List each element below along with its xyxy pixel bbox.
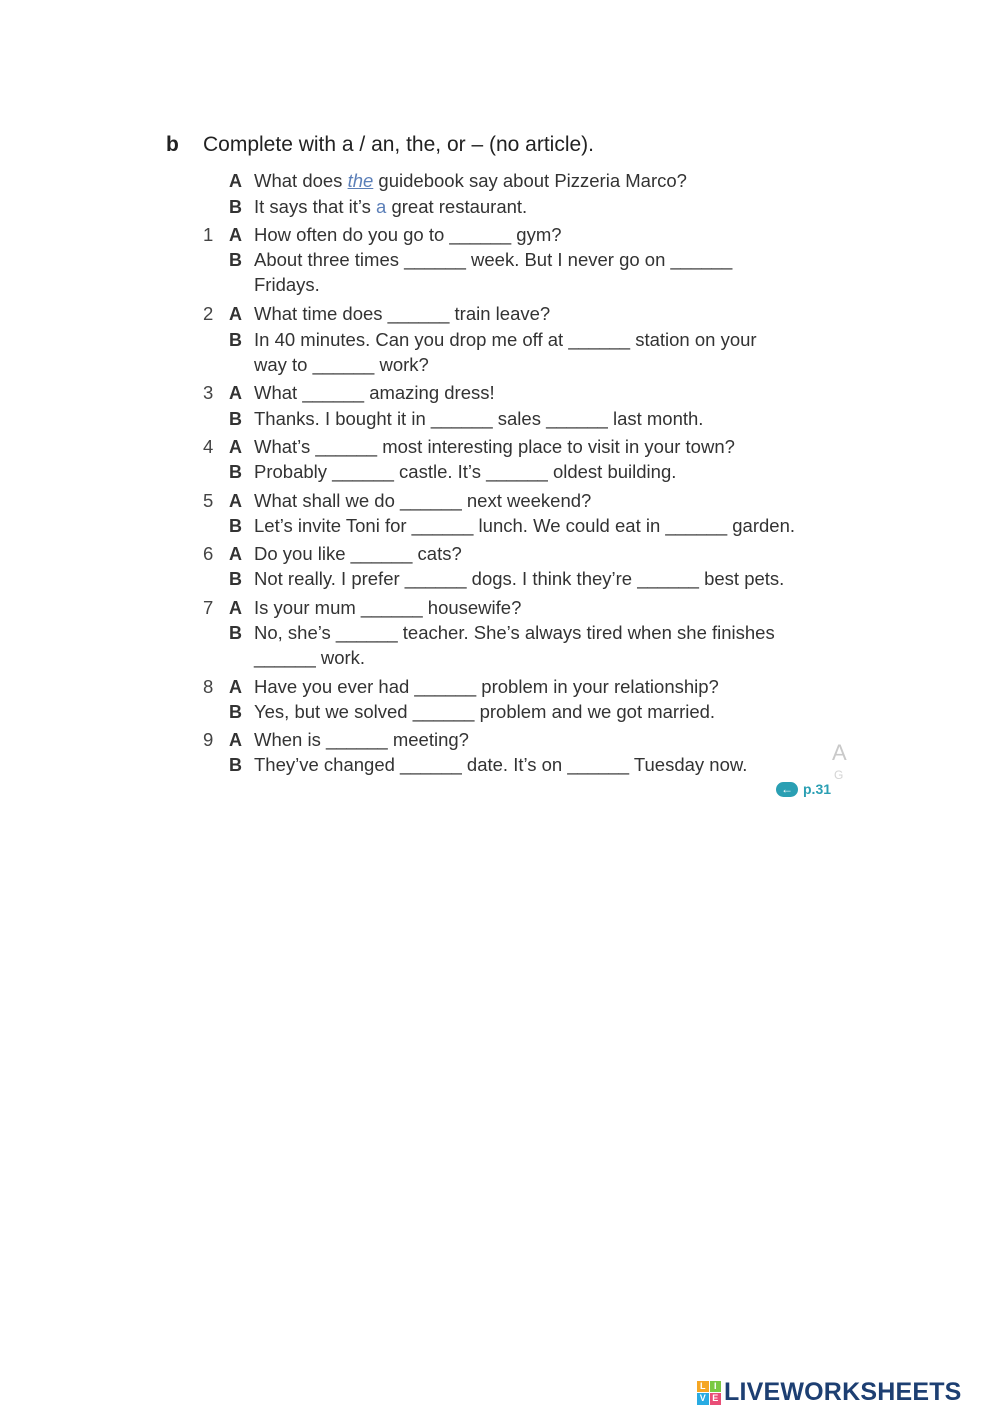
speaker-label: B — [229, 250, 242, 270]
example-answer-a: the — [347, 170, 374, 191]
liveworksheets-logo-icon — [697, 1381, 721, 1405]
dialogue-line: Probably ______ castle. It’s ______ oldest building. — [254, 461, 677, 482]
exercise-letter: b — [166, 133, 179, 156]
dialogue-line: Fridays. — [254, 274, 320, 295]
example-speaker-b: B — [229, 197, 242, 217]
example-line-b: It says that it’s a great restaurant. — [254, 196, 528, 217]
example-line-a: What does the guidebook say about Pizzeria Marco? — [254, 170, 687, 191]
dialogue-line: What time does ______ train leave? — [254, 303, 551, 324]
dialogue-line: ______ work. — [254, 647, 366, 668]
brand-name: LIVEWORKSHEETS — [724, 1378, 962, 1406]
item-number: 2 — [203, 303, 214, 324]
dialogue-line: About three times ______ week. But I never go on ______ — [254, 249, 733, 270]
item-number: 9 — [203, 729, 214, 750]
dialogue-line: They’ve changed ______ date. It’s on ______ Tuesday now. — [254, 754, 748, 775]
speaker-label: B — [229, 330, 242, 350]
margin-letter: A — [832, 740, 847, 765]
dialogue-line: Thanks. I bought it in ______ sales ______ last month. — [254, 408, 704, 429]
speaker-label: A — [229, 437, 242, 457]
exercise-instruction: Complete with a / an, the, or – (no article). — [203, 133, 595, 156]
item-number: 7 — [203, 597, 214, 618]
speaker-label: B — [229, 702, 242, 722]
item-number: 3 — [203, 382, 214, 403]
item-number: 1 — [203, 224, 214, 245]
dialogue-line: Let’s invite Toni for ______ lunch. We could eat in ______ garden. — [254, 515, 795, 536]
dialogue-line: Do you like ______ cats? — [254, 543, 462, 564]
speaker-label: A — [229, 730, 242, 750]
dialogue-line: What shall we do ______ next weekend? — [254, 490, 592, 511]
brand-footer — [697, 1378, 962, 1407]
exercise-heading — [166, 133, 594, 157]
margin-fragment: G — [834, 768, 844, 782]
back-arrow-icon: ← — [776, 782, 798, 797]
item-number: 8 — [203, 676, 214, 697]
logo-tile: I — [710, 1381, 722, 1393]
speaker-label: A — [229, 383, 242, 403]
item-number: 5 — [203, 490, 214, 511]
dialogue-line: way to ______ work? — [254, 354, 429, 375]
item-number: 6 — [203, 543, 214, 564]
logo-tile: V — [697, 1393, 709, 1405]
speaker-label: B — [229, 755, 242, 775]
dialogue-line: What’s ______ most interesting place to visit in your town? — [254, 436, 735, 457]
speaker-label: A — [229, 677, 242, 697]
logo-tile: L — [697, 1381, 709, 1393]
speaker-label: A — [229, 491, 242, 511]
dialogue-line: What ______ amazing dress! — [254, 382, 495, 403]
speaker-label: B — [229, 462, 242, 482]
page-reference[interactable] — [776, 781, 831, 797]
dialogue-line: In 40 minutes. Can you drop me off at ______ station on your — [254, 329, 757, 350]
dialogue-line: How often do you go to ______ gym? — [254, 224, 562, 245]
dialogue-line: No, she’s ______ teacher. She’s always tired when she finishes — [254, 622, 775, 643]
logo-tile: E — [710, 1393, 722, 1405]
speaker-label: B — [229, 569, 242, 589]
dialogue-line: When is ______ meeting? — [254, 729, 469, 750]
dialogue-line: Yes, but we solved ______ problem and we got married. — [254, 701, 716, 722]
speaker-label: A — [229, 304, 242, 324]
example-answer-b: a — [376, 196, 387, 217]
speaker-label: A — [229, 544, 242, 564]
speaker-label: A — [229, 598, 242, 618]
speaker-label: B — [229, 516, 242, 536]
example-speaker-a: A — [229, 171, 242, 191]
speaker-label: B — [229, 623, 242, 643]
dialogue-line: Not really. I prefer ______ dogs. I think they’re ______ best pets. — [254, 568, 785, 589]
speaker-label: B — [229, 409, 242, 429]
speaker-label: A — [229, 225, 242, 245]
dialogue-line: Have you ever had ______ problem in your relationship? — [254, 676, 719, 697]
page-reference-label: p.31 — [803, 781, 832, 797]
item-number: 4 — [203, 436, 214, 457]
dialogue-line: Is your mum ______ housewife? — [254, 597, 522, 618]
